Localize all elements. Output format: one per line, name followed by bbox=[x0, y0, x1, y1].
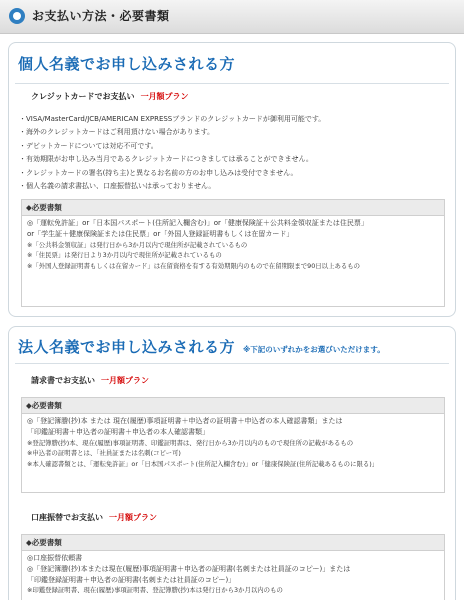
docs-line: 「印鑑証明書＋申込者の証明書＋申込者の本人確認書類」 bbox=[27, 427, 209, 436]
list-item: ・有効期限がお申し込み当月であるクレジットカードにつきましては承ることができません。 bbox=[19, 155, 313, 164]
list-item: ・個人名義の請求書払い、口座振替払いは承っておりません。 bbox=[19, 182, 216, 191]
plan-label: 一月額プラン bbox=[109, 513, 157, 522]
page-title: お支払い方法・必要書類 bbox=[32, 9, 170, 23]
docs-line: ◎「登記簿謄(抄)本または現在(履歴)事項証明書＋申込者の証明書(名刺または社員証のコピー)」または bbox=[27, 564, 351, 573]
page-header bbox=[0, 0, 464, 34]
docs-line: ◎「運転免許証」or「日本国パスポート(住所記入欄含む)」or「健康保険証＋公共料金領収証または住民票」 bbox=[27, 219, 368, 227]
docs-note: ※印鑑登録証明書、現在(履歴)事項証明書、登記簿謄(抄)本は発行日から3か月以内のもの bbox=[27, 586, 283, 595]
corporate-title bbox=[18, 336, 385, 359]
personal-required-docs bbox=[21, 199, 445, 307]
docs-heading: ◆必要書類 bbox=[22, 200, 444, 216]
invoice-required-docs bbox=[21, 397, 445, 493]
corporate-section bbox=[8, 326, 456, 600]
personal-section bbox=[8, 42, 456, 317]
docs-line: ◎「登記簿謄(抄)本 または 現在(履歴)事項証明書＋申込者の証明書＋申込者の本人確認書類」または bbox=[27, 417, 343, 425]
docs-body bbox=[22, 551, 444, 598]
list-item: ・デビットカードについては対応不可です。 bbox=[19, 141, 158, 150]
docs-note: ※「住民票」は発行日より3か月以内で現住所が記載されているもの bbox=[27, 251, 222, 260]
personal-title: 個人名義でお申し込みされる方 bbox=[18, 55, 236, 73]
list-item: ・クレジットカードの署名(持ち主)と異なるお名前の方のお申し込みは受付できません。 bbox=[19, 168, 298, 177]
transfer-label: 口座振替でお支払い bbox=[31, 513, 103, 522]
docs-line: or「学生証＋健康保険証または住民票」or「外国人登録証明書もしくは在留カード」 bbox=[27, 229, 294, 238]
docs-note: ※申込者の証明書とは、「社員証または名刺(コピー可) bbox=[27, 449, 181, 458]
invoice-label: 請求書でお支払い bbox=[31, 376, 95, 385]
list-item: ・海外のクレジットカードはご利用頂けない場合があります。 bbox=[19, 128, 215, 137]
docs-note: ※「外国人登録証明書もしくは在留カード」は在留資格を有する有効期限内のもので在留期限まで90日以上あるもの bbox=[27, 262, 361, 271]
list-item: ・VISA/MasterCard/JCB/AMERICAN EXPRESSブランドのクレジットカードが御利用可能です。 bbox=[19, 115, 326, 123]
invoice-heading bbox=[31, 375, 149, 387]
docs-line: 「印鑑登録証明書＋申込者の証明書(名刺または社員証のコピー)」 bbox=[27, 575, 236, 584]
transfer-required-docs bbox=[21, 534, 445, 600]
transfer-heading bbox=[31, 512, 157, 524]
credit-card-heading bbox=[31, 91, 189, 103]
docs-note: ※「公共料金領収証」は発行日から3か月以内で現住所が記載されているもの bbox=[27, 240, 248, 249]
circle-bullet-icon bbox=[9, 8, 25, 24]
docs-heading: ◆必要書類 bbox=[22, 398, 444, 414]
docs-note: ※登記簿謄(抄)本、現在(履歴)事項証明書、印鑑証明書は、発行日から3か月以内のもので現住所の記載があるもの bbox=[27, 438, 354, 447]
title-divider bbox=[15, 83, 449, 84]
docs-heading: ◆必要書類 bbox=[22, 535, 444, 551]
docs-body bbox=[22, 216, 444, 274]
docs-body bbox=[22, 414, 444, 472]
docs-note: ※本人確認書類とは、「運転免許証」or「日本国パスポート(住所記入欄含む)」or「健康保険証(住所記載あるものに限る)」 bbox=[27, 460, 379, 469]
plan-label: 一月額プラン bbox=[140, 92, 189, 101]
corporate-note: ※下記のいずれかをお選びいただけます。 bbox=[243, 345, 385, 354]
plan-label: 一月額プラン bbox=[101, 376, 149, 385]
credit-card-label: クレジットカードでお支払い bbox=[31, 92, 135, 101]
title-divider bbox=[15, 363, 449, 364]
credit-card-notes bbox=[19, 113, 325, 193]
corporate-title-text: 法人名義でお申し込みされる方 bbox=[18, 338, 236, 356]
docs-line: ◎口座振替依頼書 bbox=[27, 554, 83, 562]
